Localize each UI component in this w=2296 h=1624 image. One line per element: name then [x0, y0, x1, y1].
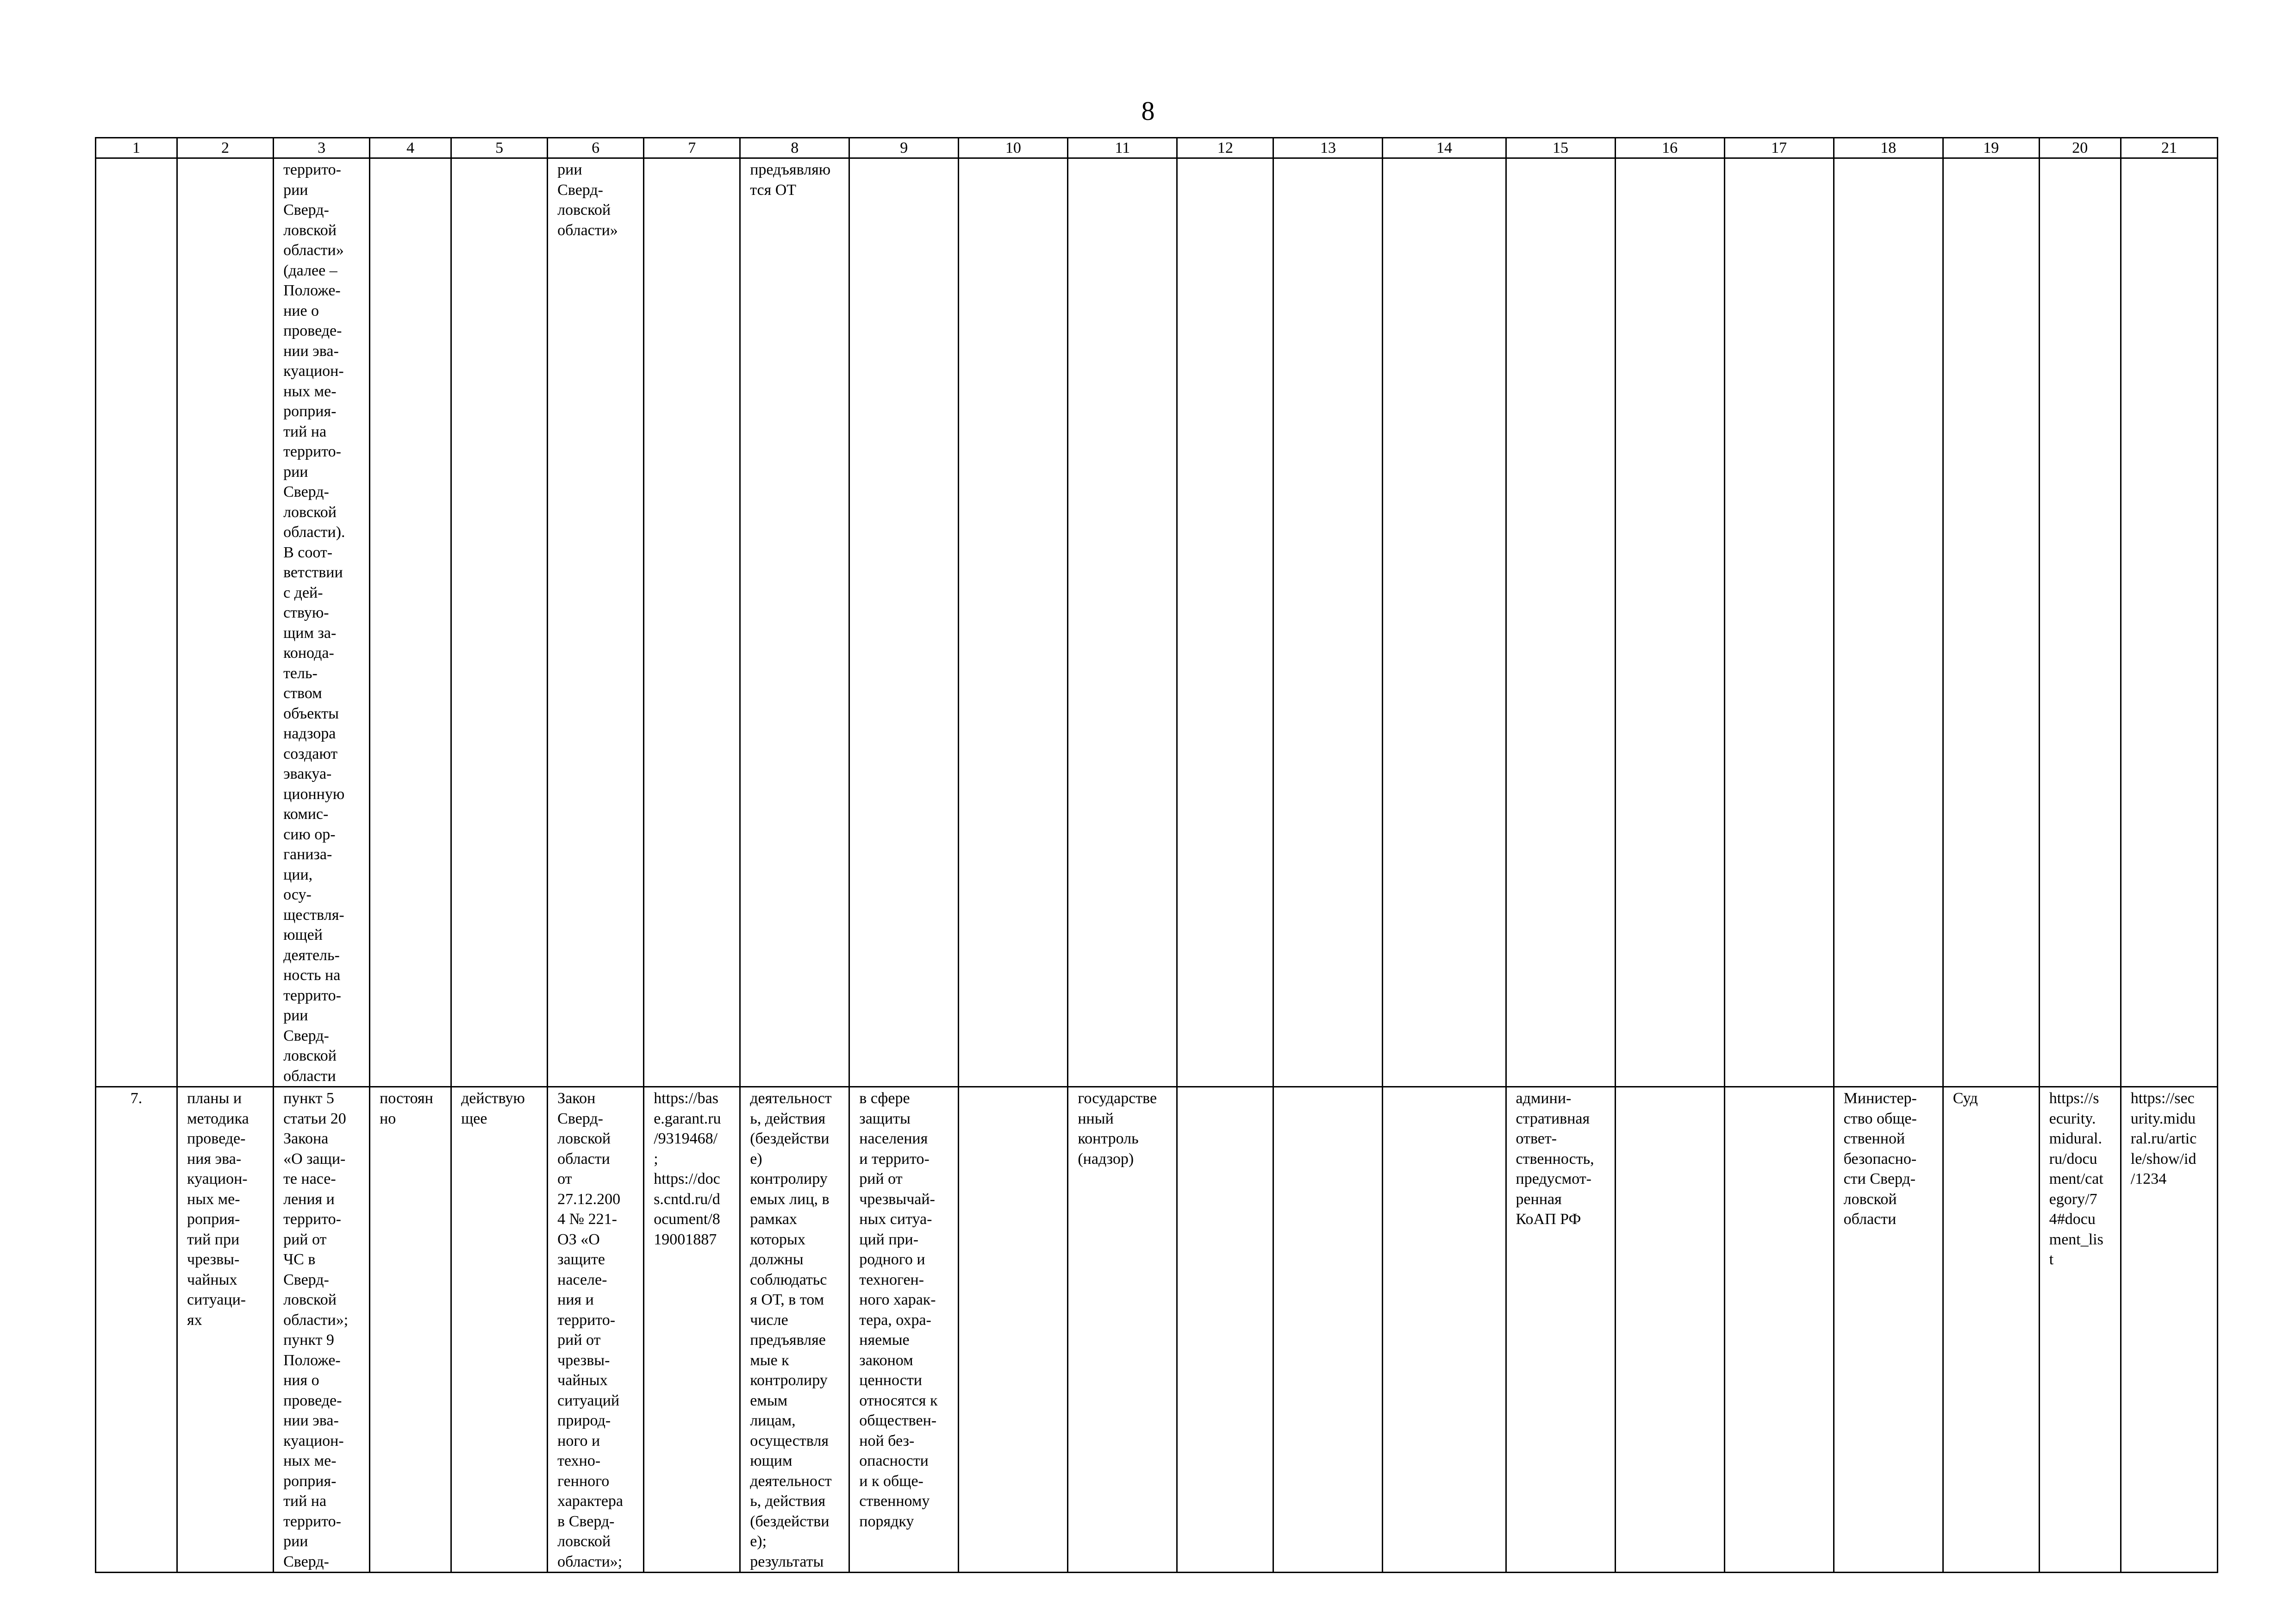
cell-text-line: емых лиц, в [750, 1190, 830, 1208]
cell-text-line: которых [750, 1230, 805, 1248]
cell-text-line: области» [283, 242, 344, 259]
cell-text-line: ecurity. [2049, 1110, 2096, 1127]
cell-text-line: рий от [859, 1170, 903, 1187]
column-number-header: 20 [2039, 138, 2121, 158]
column-number-header: 19 [1943, 138, 2039, 158]
cell-text-line: Сверд- [283, 1271, 329, 1288]
column-number-header: 6 [548, 138, 644, 158]
cell-text-line: ством [283, 685, 322, 702]
cell-text-line: (бездействи [750, 1130, 830, 1147]
cell-text-line: е) [750, 1150, 762, 1168]
cell-text-line: я ОТ, в том [750, 1291, 824, 1308]
cell-text-line: ловской [1843, 1190, 1897, 1208]
table-cell [96, 158, 177, 1087]
cell-text-line: 19001887 [654, 1230, 717, 1248]
cell-text-line: ЧС в [283, 1251, 316, 1268]
cell-text-line: Положе- [283, 282, 341, 299]
cell-text-line: 27.12.200 [557, 1190, 621, 1208]
cell-text-line: относятся к [859, 1392, 938, 1409]
cell-text-line: сти Сверд- [1843, 1170, 1916, 1187]
cell-text-line: Положе- [283, 1351, 341, 1369]
cell-text-line: должны [750, 1251, 804, 1268]
cell-text-line: ции, [283, 866, 313, 883]
cell-text-line: щим за- [283, 624, 337, 642]
cell-text-line: ния и [557, 1291, 594, 1308]
cell-text-line: ющим [750, 1452, 792, 1469]
table-row-item-7 [96, 1087, 2218, 1573]
cell-text-line: тий на [283, 423, 327, 440]
cell-text-line: от [557, 1170, 572, 1187]
cell-text-line: рии [283, 1533, 308, 1550]
cell-text-line: куацион- [187, 1170, 248, 1187]
cell-text-line: области» [557, 221, 618, 239]
cell-text-line: деятельност [750, 1090, 832, 1107]
cell-text-line: тера, охра- [859, 1311, 931, 1329]
table-cell [959, 158, 1068, 1087]
cell-text-line: КоАП РФ [1516, 1211, 1581, 1228]
cell-text-line: конода- [283, 644, 334, 662]
cell-text-line: законом [859, 1351, 913, 1369]
cell-text-line: ловской [557, 201, 611, 219]
table-cell [2039, 158, 2121, 1087]
row-number-cell [96, 1087, 177, 1573]
cell-text-line: е); [750, 1533, 767, 1550]
column-number-header: 3 [274, 138, 370, 158]
cell-text-line: области [283, 1067, 336, 1085]
table-cell [1273, 1087, 1383, 1573]
cell-text-line: ления и [283, 1190, 335, 1208]
cell-text-line: в Сверд- [557, 1512, 615, 1530]
cell-text-line: ных ситуа- [859, 1211, 932, 1228]
table-cell [1177, 1087, 1273, 1573]
column-number-header: 11 [1068, 138, 1177, 158]
table-row-continued [96, 158, 2218, 1087]
cell-text-line: деятель- [283, 946, 340, 964]
table-cell [1615, 158, 1724, 1087]
table-cell [1068, 1087, 1177, 1573]
cell-text-line: комис- [283, 806, 329, 823]
table-cell [1506, 1087, 1615, 1573]
cell-text-line: контроль [1078, 1130, 1139, 1147]
column-number-header: 2 [177, 138, 274, 158]
cell-text-line: ганиза- [283, 846, 332, 863]
cell-text-line: куацион- [283, 362, 344, 380]
cell-text-line: ловской [557, 1130, 611, 1147]
cell-text-line: проведе- [283, 1392, 342, 1409]
cell-text-line: ocument/8 [654, 1211, 720, 1228]
cell-text-line: ствую- [283, 604, 329, 621]
cell-text-line: Сверд- [557, 1110, 603, 1127]
cell-text-line: ственность, [1516, 1150, 1594, 1168]
cell-text-line: ловской [557, 1533, 611, 1550]
cell-text-line: 7. [130, 1090, 143, 1107]
cell-text-line: лицам, [750, 1412, 796, 1429]
cell-text-line: тий при [187, 1230, 240, 1248]
cell-text-line: населения [859, 1130, 928, 1147]
cell-text-line: государстве [1078, 1090, 1157, 1107]
cell-text-line: ь, действия [750, 1493, 826, 1510]
cell-text-line: характера [557, 1493, 623, 1510]
table-cell [1724, 158, 1834, 1087]
link-cell[interactable] [2121, 1087, 2217, 1573]
table-cell [274, 158, 370, 1087]
cell-text-line: и террито- [859, 1150, 930, 1168]
table-cell [177, 1087, 274, 1573]
cell-text-line: ях [187, 1311, 202, 1329]
cell-text-line: чайных [557, 1372, 608, 1389]
table-cell [1068, 158, 1177, 1087]
cell-text-line: рий от [283, 1230, 327, 1248]
cell-text-line: планы и [187, 1090, 242, 1107]
cell-text-line: пункт 5 [283, 1090, 334, 1107]
column-number-header: 10 [959, 138, 1068, 158]
cell-text-line: ного и [557, 1432, 600, 1449]
cell-text-line: соблюдатьс [750, 1271, 827, 1288]
cell-text-line: чрезвы- [557, 1351, 610, 1369]
cell-text-line: области [1843, 1211, 1897, 1228]
cell-text-line: egory/7 [2049, 1190, 2097, 1208]
cell-text-line: Закон [557, 1090, 596, 1107]
cell-text-line: (далее – [283, 262, 337, 279]
cell-text-line: методика [187, 1110, 249, 1127]
cell-text-line: но [380, 1110, 396, 1127]
cell-text-line: ОЗ «О [557, 1230, 600, 1248]
cell-text-line: ность на [283, 967, 341, 984]
cell-text-line: рии [557, 161, 582, 178]
table-cell [849, 158, 959, 1087]
cell-text-line: предъявляе [750, 1331, 826, 1349]
cell-text-line: террито- [283, 1512, 341, 1530]
cell-text-line: ществля- [283, 906, 344, 924]
cell-text-line: тий на [283, 1493, 327, 1510]
cell-text-line: нии эва- [283, 1412, 339, 1429]
cell-text-line: ных ме- [283, 1452, 337, 1469]
column-number-header: 12 [1177, 138, 1273, 158]
column-number-header: 15 [1506, 138, 1615, 158]
cell-text-line: террито- [557, 1311, 616, 1329]
cell-text-line: ных ме- [283, 382, 337, 400]
cell-text-line: ветствии [283, 564, 343, 581]
table-cell [1273, 158, 1383, 1087]
column-number-header: 7 [644, 138, 740, 158]
link-cell[interactable] [2039, 1087, 2121, 1573]
cell-text-line: 4#docu [2049, 1211, 2096, 1228]
cell-text-line: ловской [283, 221, 337, 239]
table-cell [451, 158, 548, 1087]
cell-text-line: Министер- [1843, 1090, 1917, 1107]
column-number-header: 9 [849, 138, 959, 158]
cell-text-line: s.cntd.ru/d [654, 1190, 720, 1208]
link-cell[interactable] [644, 1087, 740, 1573]
cell-text-line: нии эва- [283, 342, 339, 360]
cell-text-line: Закона [283, 1130, 329, 1147]
cell-text-line: «О защи- [283, 1150, 346, 1168]
column-number-header: 18 [1834, 138, 1943, 158]
cell-text-line: роприя- [283, 403, 337, 420]
cell-text-line: ния о [283, 1372, 319, 1389]
cell-text-line: числе [750, 1311, 788, 1329]
column-number-header: 16 [1615, 138, 1724, 158]
cell-text-line: те насе- [283, 1170, 336, 1187]
cell-text-line: области [557, 1150, 610, 1168]
cell-text-line: щее [461, 1110, 487, 1127]
cell-text-line: террито- [283, 987, 341, 1004]
cell-text-line: сию ор- [283, 825, 336, 843]
cell-text-line: предусмот- [1516, 1170, 1592, 1187]
cell-text-line: ного харак- [859, 1291, 936, 1308]
cell-text-line: опасности [859, 1452, 929, 1469]
cell-text-line: результаты [750, 1553, 824, 1570]
cell-text-line: защите [557, 1251, 605, 1268]
cell-text-line: ственному [859, 1493, 930, 1510]
cell-text-line: пункт 9 [283, 1331, 334, 1349]
cell-text-line: террито- [283, 1211, 341, 1228]
cell-text-line: создают [283, 745, 338, 762]
cell-text-line: ловской [283, 1291, 337, 1308]
cell-text-line: контролиру [750, 1372, 828, 1389]
cell-text-line: Сверд- [557, 181, 603, 199]
cell-text-line: постоян [380, 1090, 433, 1107]
cell-text-line: предъявляю [750, 161, 831, 178]
cell-text-line: Сверд- [283, 483, 329, 500]
cell-text-line: области»; [283, 1311, 349, 1329]
cell-text-line: ; [654, 1150, 658, 1168]
cell-text-line: роприя- [283, 1472, 337, 1490]
column-number-header: 1 [96, 138, 177, 158]
table-cell [274, 1087, 370, 1573]
cell-text-line: рии [283, 181, 308, 199]
cell-text-line: Суд [1953, 1090, 1978, 1107]
table-cell [1506, 158, 1615, 1087]
cell-text-line: le/show/id [2130, 1150, 2196, 1168]
cell-text-line: Сверд- [283, 1553, 329, 1570]
table-cell [1177, 158, 1273, 1087]
cell-text-line: природ- [557, 1412, 611, 1429]
cell-text-line: порядку [859, 1512, 914, 1530]
cell-text-line: техно- [557, 1452, 601, 1469]
cell-text-line: https://doc [654, 1170, 720, 1187]
cell-text-line: емым [750, 1392, 788, 1409]
cell-text-line: стративная [1516, 1110, 1590, 1127]
table-cell [1943, 1087, 2039, 1573]
column-number-header-row [96, 138, 2218, 158]
cell-text-line: ющей [283, 926, 323, 943]
cell-text-line: ственной [1843, 1130, 1905, 1147]
table-cell [1615, 1087, 1724, 1573]
table-cell [740, 158, 849, 1087]
table-cell [1943, 158, 2039, 1087]
cell-text-line: надзора [283, 725, 336, 742]
cell-text-line: ния эва- [187, 1150, 242, 1168]
cell-text-line: urity.midu [2130, 1110, 2196, 1127]
cell-text-line: террито- [283, 161, 341, 178]
table-cell [451, 1087, 548, 1573]
cell-text-line: ловской [283, 503, 337, 521]
cell-text-line: осу- [283, 886, 312, 903]
table-cell [740, 1087, 849, 1573]
cell-text-line: ответ- [1516, 1130, 1557, 1147]
table-cell [1724, 1087, 1834, 1573]
cell-text-line: области»; [557, 1553, 623, 1570]
table-cell [1383, 158, 1506, 1087]
cell-text-line: контролиру [750, 1170, 828, 1187]
table-cell [2121, 158, 2217, 1087]
cell-text-line: тся ОТ [750, 181, 797, 199]
cell-text-line: ru/docu [2049, 1150, 2097, 1168]
cell-text-line: чрезвычай- [859, 1190, 935, 1208]
cell-text-line: обществен- [859, 1412, 937, 1429]
column-number-header: 14 [1383, 138, 1506, 158]
cell-text-line: с дей- [283, 584, 323, 601]
cell-text-line: админи- [1516, 1090, 1572, 1107]
cell-text-line: тель- [283, 664, 318, 682]
cell-text-line: ние о [283, 302, 319, 319]
cell-text-line: и к обще- [859, 1472, 923, 1490]
cell-text-line: /9319468/ [654, 1130, 718, 1147]
cell-text-line: области). [283, 524, 345, 541]
document-table [95, 137, 2218, 1573]
cell-text-line: ral.ru/artic [2130, 1130, 2197, 1147]
cell-text-line: midural. [2049, 1130, 2103, 1147]
cell-text-line: безопасно- [1843, 1150, 1917, 1168]
cell-text-line: https://sec [2130, 1090, 2195, 1107]
cell-text-line: защиты [859, 1110, 911, 1127]
cell-text-line: https://bas [654, 1090, 718, 1107]
page-number: 8 [1141, 96, 1155, 126]
cell-text-line: ций при- [859, 1230, 919, 1248]
cell-text-line: мые к [750, 1351, 789, 1369]
table-cell [548, 158, 644, 1087]
table-cell [370, 158, 451, 1087]
column-number-header: 13 [1273, 138, 1383, 158]
cell-text-line: e.garant.ru [654, 1110, 721, 1127]
cell-text-line: ренная [1516, 1190, 1562, 1208]
cell-text-line: t [2049, 1251, 2054, 1268]
table-cell [370, 1087, 451, 1573]
cell-text-line: ment_lis [2049, 1230, 2103, 1248]
cell-text-line: ситуаций [557, 1392, 620, 1409]
cell-text-line: осуществля [750, 1432, 829, 1449]
column-number-header: 17 [1724, 138, 1834, 158]
column-number-header: 4 [370, 138, 451, 158]
cell-text-line: /1234 [2130, 1170, 2167, 1187]
cell-text-line: ment/cat [2049, 1170, 2103, 1187]
cell-text-line: проведе- [283, 322, 342, 339]
cell-text-line: действую [461, 1090, 525, 1107]
table-cell [1834, 158, 1943, 1087]
column-number-header: 8 [740, 138, 849, 158]
cell-text-line: (бездействи [750, 1512, 830, 1530]
cell-text-line: ь, действия [750, 1110, 826, 1127]
table-cell [177, 158, 274, 1087]
cell-text-line: рии [283, 463, 308, 481]
table-cell [849, 1087, 959, 1573]
cell-text-line: проведе- [187, 1130, 246, 1147]
cell-text-line: роприя- [187, 1211, 240, 1228]
cell-text-line: техноген- [859, 1271, 924, 1288]
cell-text-line: https://s [2049, 1090, 2099, 1107]
cell-text-line: рий от [557, 1331, 601, 1349]
cell-text-line: террито- [283, 443, 341, 460]
cell-text-line: деятельност [750, 1472, 832, 1490]
cell-text-line: ной без- [859, 1432, 915, 1449]
cell-text-line: нный [1078, 1110, 1114, 1127]
table-cell [959, 1087, 1068, 1573]
cell-text-line: ситуаци- [187, 1291, 246, 1308]
table-cell [1383, 1087, 1506, 1573]
cell-text-line: няемые [859, 1331, 910, 1349]
cell-text-line: рии [283, 1007, 308, 1024]
column-number-header: 21 [2121, 138, 2217, 158]
cell-text-line: Сверд- [283, 1027, 329, 1044]
cell-text-line: ство обще- [1843, 1110, 1917, 1127]
table-cell [644, 158, 740, 1087]
cell-text-line: в сфере [859, 1090, 910, 1107]
cell-text-line: ловской [283, 1047, 337, 1064]
cell-text-line: рамках [750, 1211, 797, 1228]
cell-text-line: ценности [859, 1372, 922, 1389]
cell-text-line: населе- [557, 1271, 607, 1288]
cell-text-line: куацион- [283, 1432, 344, 1449]
cell-text-line: эвакуа- [283, 765, 332, 782]
cell-text-line: ных ме- [187, 1190, 240, 1208]
cell-text-line: ционную [283, 785, 345, 803]
cell-text-line: генного [557, 1472, 610, 1490]
cell-text-line: объекты [283, 705, 339, 722]
table-cell [1834, 1087, 1943, 1573]
cell-text-line: чайных [187, 1271, 237, 1288]
cell-text-line: родного и [859, 1251, 925, 1268]
cell-text-line: В соот- [283, 543, 333, 561]
table-cell [548, 1087, 644, 1573]
column-number-header: 5 [451, 138, 548, 158]
cell-text-line: (надзор) [1078, 1150, 1134, 1168]
cell-text-line: статьи 20 [283, 1110, 346, 1127]
cell-text-line: 4 № 221- [557, 1211, 617, 1228]
cell-text-line: Сверд- [283, 201, 329, 219]
cell-text-line: чрезвы- [187, 1251, 240, 1268]
